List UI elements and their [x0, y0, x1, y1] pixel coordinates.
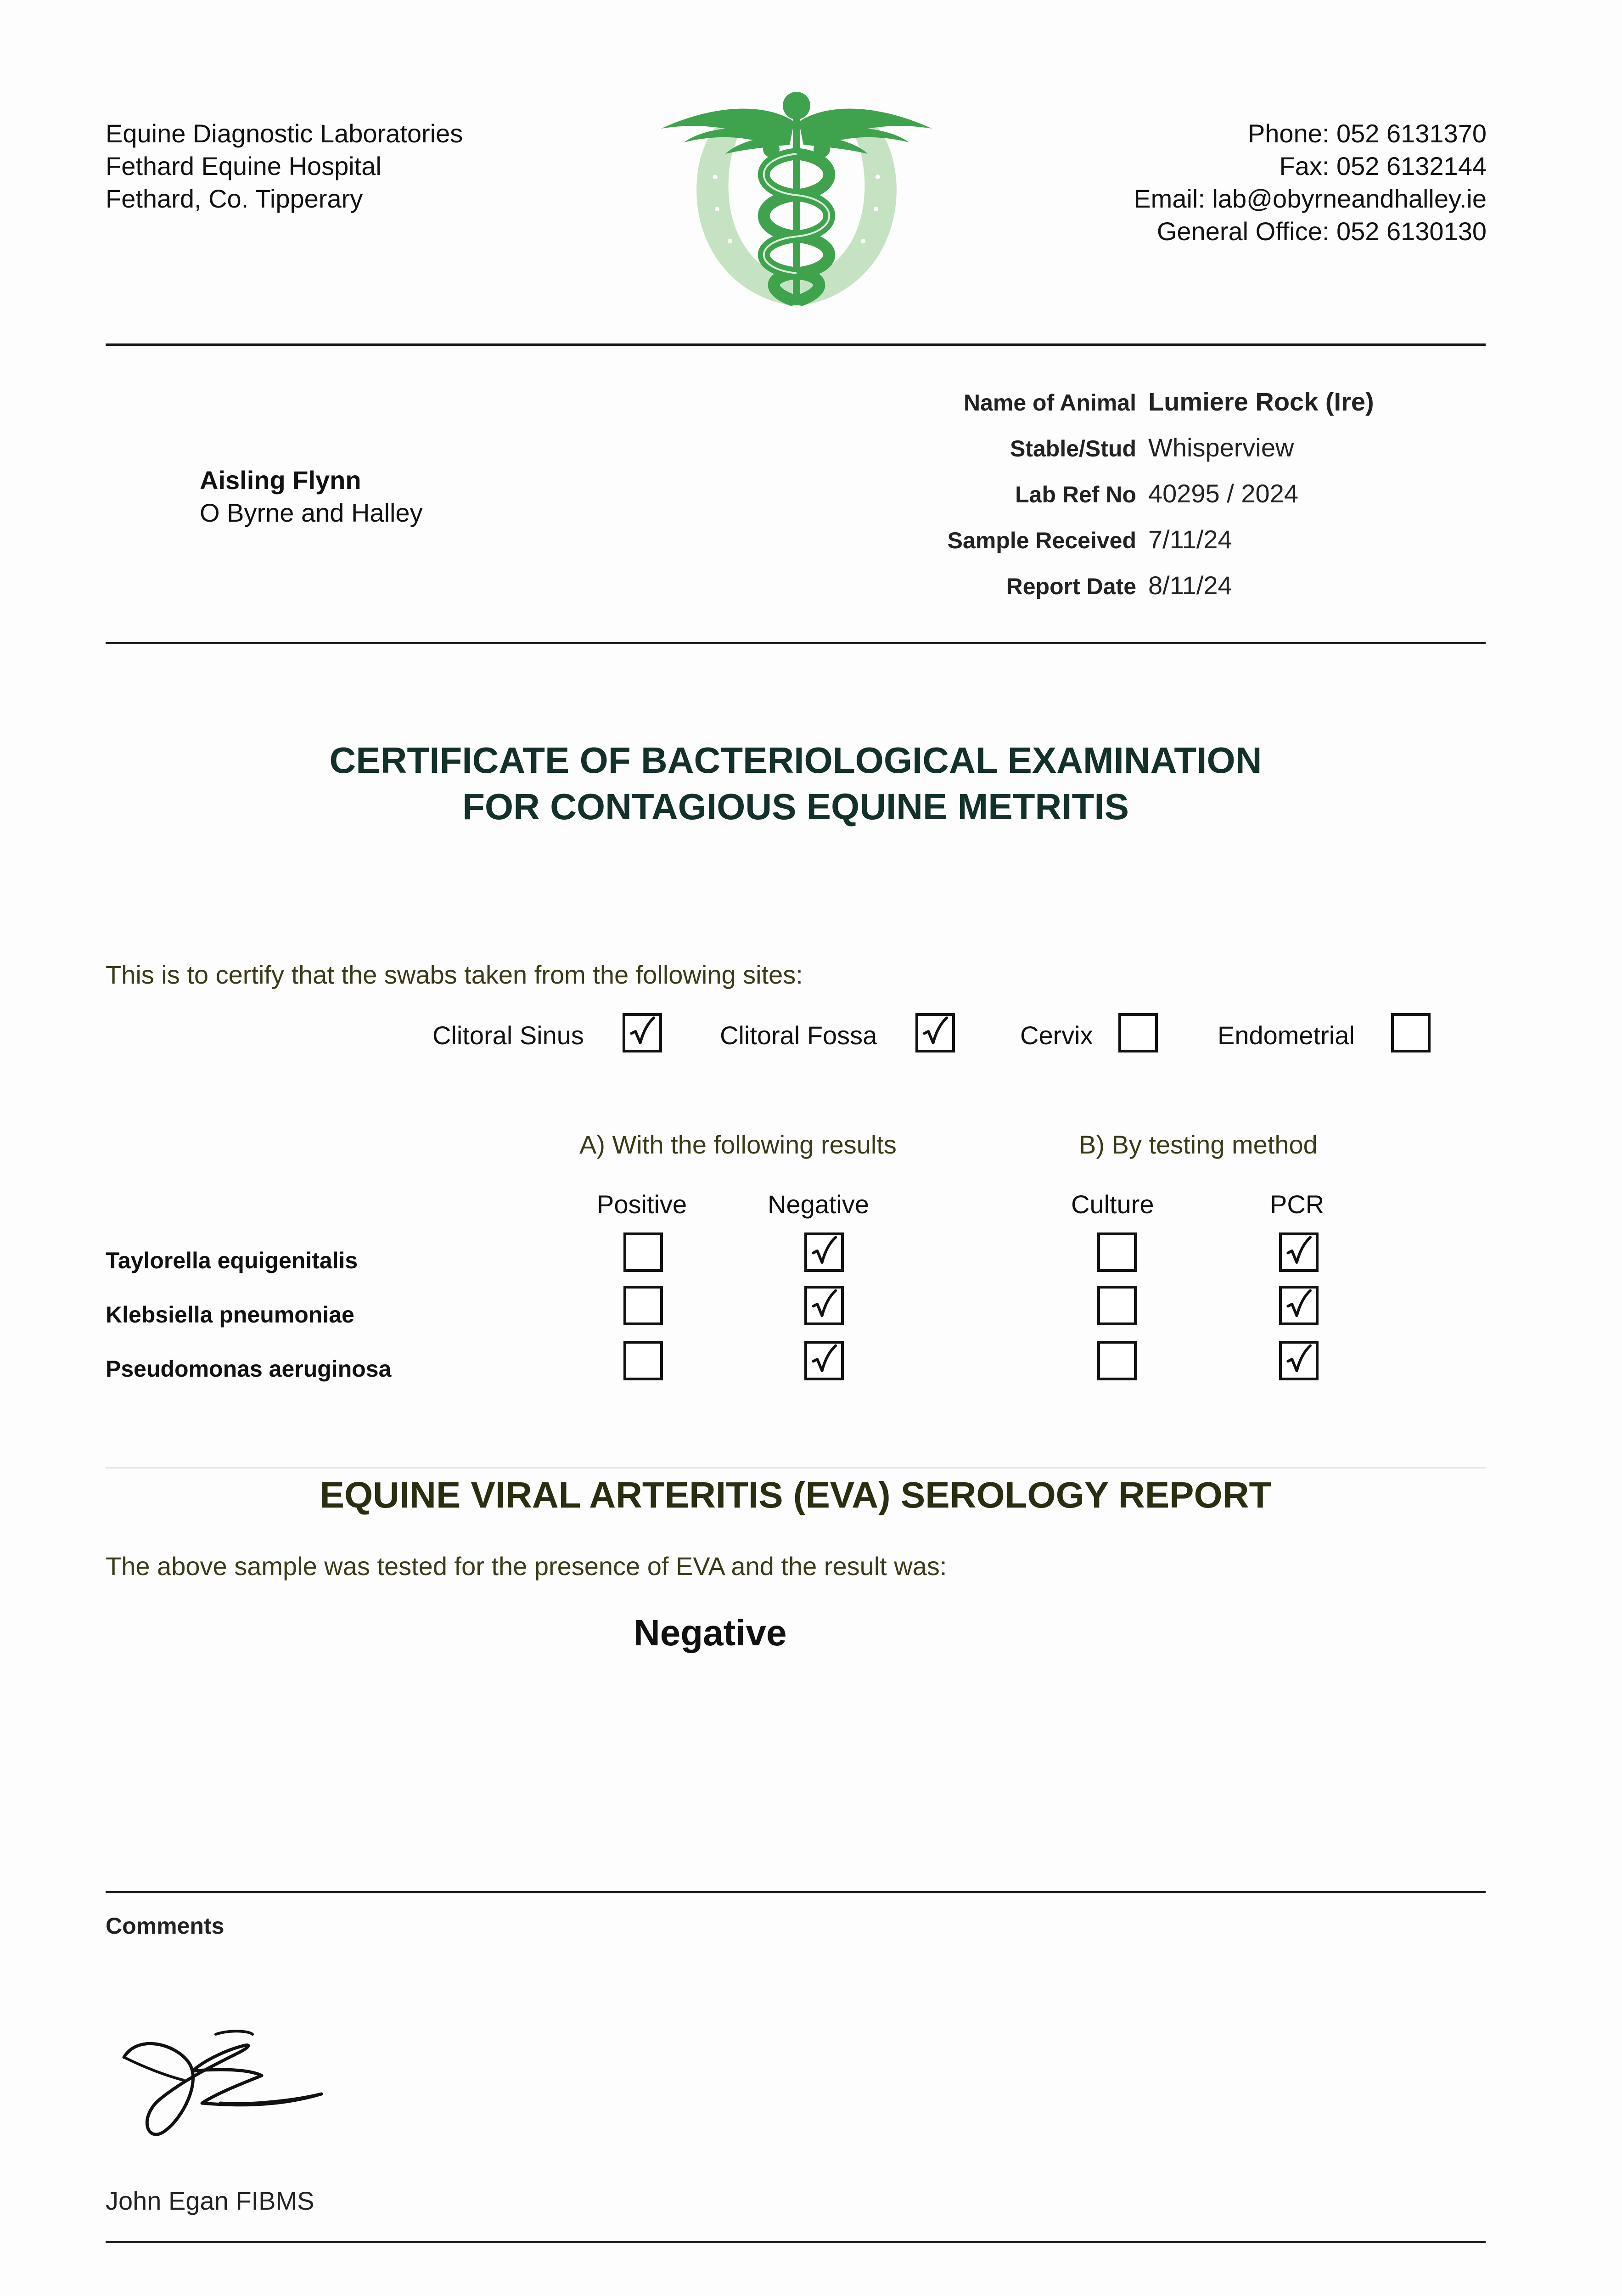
detail-label: Report Date	[1006, 574, 1136, 599]
organism-name: Taylorella equigenitalis	[106, 1248, 358, 1273]
pcr-checkbox[interactable]	[1279, 1232, 1319, 1272]
col-pcr: PCR	[1270, 1190, 1325, 1219]
culture-checkbox[interactable]	[1097, 1341, 1137, 1380]
organism-name: Pseudomonas aeruginosa	[106, 1356, 392, 1382]
footer-divider	[106, 2241, 1486, 2243]
negative-checkbox[interactable]	[804, 1286, 844, 1325]
lab-ref: 40295 / 2024	[1148, 479, 1298, 508]
comments-divider	[106, 1891, 1486, 1893]
lab-contact	[1134, 117, 1487, 248]
signer-name: John Egan FIBMS	[106, 2186, 314, 2215]
recipient-name: Aisling Flynn	[200, 466, 361, 495]
check-icon	[1282, 1344, 1316, 1378]
detail-row	[872, 433, 1374, 478]
check-icon	[807, 1235, 841, 1269]
detail-row	[872, 387, 1374, 433]
header-divider	[106, 343, 1486, 346]
culture-checkbox[interactable]	[1097, 1286, 1137, 1325]
site-checkbox[interactable]	[1391, 1013, 1431, 1052]
site-label: Clitoral Fossa	[720, 1021, 877, 1050]
title-line-2: FOR CONTAGIOUS EQUINE METRITIS	[462, 786, 1129, 827]
col-positive: Positive	[597, 1190, 687, 1219]
address-line-2: Fethard Equine Hospital	[106, 152, 382, 180]
title-line-1: CERTIFICATE OF BACTERIOLOGICAL EXAMINATION	[329, 740, 1262, 781]
check-icon	[1282, 1289, 1316, 1322]
col-culture: Culture	[1071, 1190, 1154, 1219]
detail-label: Name of Animal	[963, 390, 1136, 416]
section-divider	[106, 1467, 1486, 1469]
address-line-1: Equine Diagnostic Laboratories	[106, 119, 463, 148]
pcr-checkbox[interactable]	[1279, 1286, 1319, 1325]
certificate-title	[106, 737, 1486, 830]
section-b-heading: B) By testing method	[1079, 1130, 1318, 1159]
col-negative: Negative	[768, 1190, 870, 1219]
phone: Phone: 052 6131370	[1247, 119, 1487, 148]
positive-checkbox[interactable]	[623, 1341, 663, 1380]
check-icon	[625, 1016, 659, 1050]
detail-label: Stable/Stud	[1010, 436, 1136, 461]
handwritten-signature	[110, 2025, 340, 2149]
detail-label: Lab Ref No	[1015, 482, 1136, 507]
check-icon	[807, 1289, 841, 1322]
recipient	[200, 464, 423, 529]
check-icon	[807, 1344, 841, 1378]
report-date: 8/11/24	[1148, 571, 1232, 600]
comments-label: Comments	[106, 1913, 224, 1939]
recipient-practice: O Byrne and Halley	[200, 498, 423, 527]
positive-checkbox[interactable]	[623, 1286, 663, 1325]
site-label: Endometrial	[1218, 1021, 1355, 1050]
caduceus-horseshoe-logo	[661, 85, 932, 315]
site-label: Clitoral Sinus	[432, 1021, 584, 1050]
site-checkbox[interactable]	[623, 1013, 662, 1052]
certify-text: This is to certify that the swabs taken from the following sites:	[106, 960, 803, 989]
eva-title: EQUINE VIRAL ARTERITIS (EVA) SEROLOGY REPORT	[320, 1474, 1272, 1515]
organism-name: Klebsiella pneumoniae	[106, 1302, 354, 1328]
site-checkbox[interactable]	[915, 1013, 955, 1052]
detail-row	[872, 478, 1374, 524]
animal-details	[872, 387, 1374, 616]
eva-text: The above sample was tested for the presence of EVA and the result was:	[106, 1552, 947, 1581]
site-label: Cervix	[1020, 1021, 1093, 1050]
check-icon	[918, 1016, 952, 1050]
email: Email: lab@obyrneandhalley.ie	[1134, 184, 1487, 213]
detail-label: Sample Received	[947, 528, 1136, 553]
section-a-heading: A) With the following results	[579, 1130, 897, 1159]
sample-received: 7/11/24	[1148, 525, 1232, 554]
pcr-checkbox[interactable]	[1279, 1341, 1319, 1380]
animal-name: Lumiere Rock (Ire)	[1148, 387, 1374, 416]
detail-row	[872, 570, 1374, 616]
culture-checkbox[interactable]	[1097, 1232, 1137, 1272]
lab-address	[106, 117, 463, 215]
stable-stud: Whisperview	[1148, 433, 1294, 462]
negative-checkbox[interactable]	[804, 1232, 844, 1272]
site-checkbox[interactable]	[1118, 1013, 1158, 1052]
address-line-3: Fethard, Co. Tipperary	[106, 184, 363, 213]
detail-row	[872, 524, 1374, 570]
negative-checkbox[interactable]	[804, 1341, 844, 1380]
check-icon	[1282, 1235, 1316, 1269]
general-office: General Office: 052 6130130	[1156, 217, 1487, 246]
eva-result: Negative	[634, 1612, 787, 1653]
positive-checkbox[interactable]	[623, 1232, 663, 1272]
fax: Fax: 052 6132144	[1279, 152, 1487, 180]
details-divider	[106, 642, 1486, 644]
